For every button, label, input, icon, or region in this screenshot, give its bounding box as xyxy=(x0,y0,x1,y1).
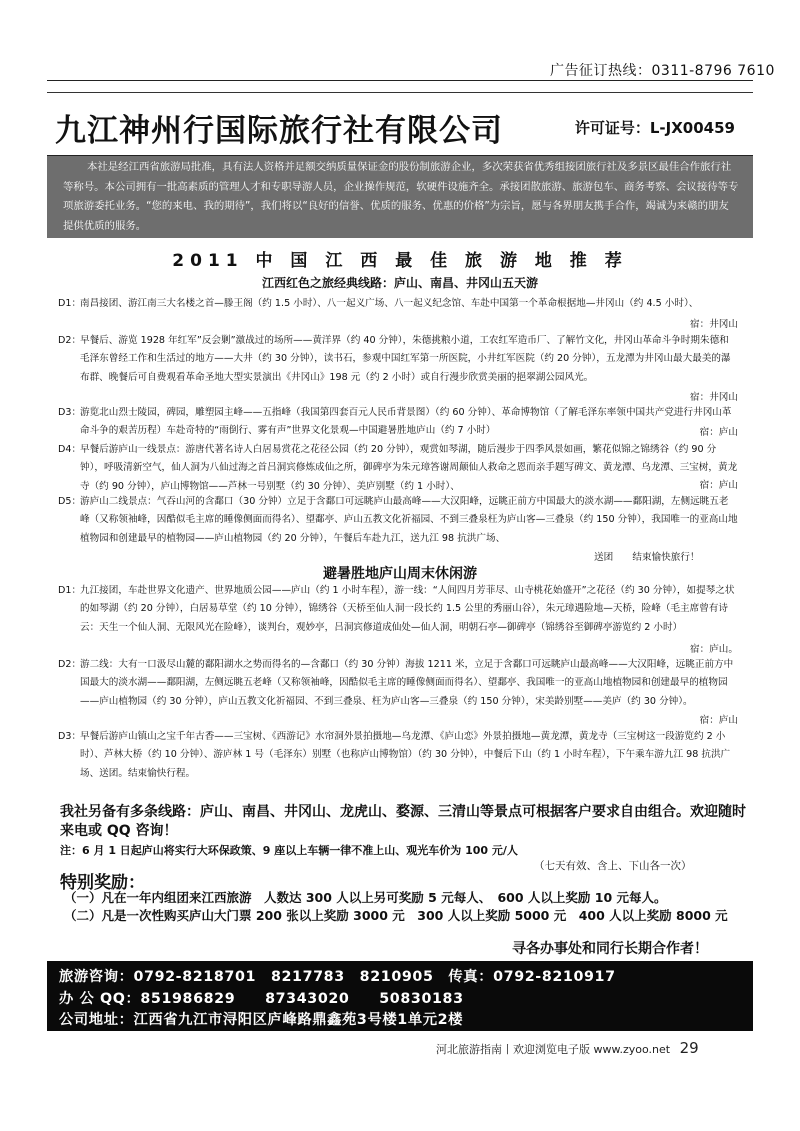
route1-day1 xyxy=(58,295,738,313)
day-text: 游览北山烈士陵园，碑园，雕塑园主峰——五指峰（我国第四套百元人民币背景图）（约 60 分钟）、革命博物馆（了解毛泽东率领中国共产党进行井冈山革命斗争的艰苦历程）车赴奇特的“雨倒行、雾有声”世界文化景观—中国避暑胜地庐山（约 7 小时） xyxy=(80,407,732,437)
footer-text: 河北旅游指南丨欢迎浏览电子版 www.zyoo.net xyxy=(436,1043,671,1056)
contact-address: 公司地址：江西省九江市浔阳区庐峰路鼎鑫苑3号楼1单元2楼 xyxy=(59,1012,464,1028)
day-label: D1： xyxy=(58,298,82,309)
route1-day4-stay: 宿：庐山 xyxy=(699,480,738,491)
company-intro: 本社是经江西省旅游局批准，具有法人资格并足额交纳质量保证金的股份制旅游企业，多次荣获省优秀组接团旅行社及多景区最佳合作旅行社等称号。本公司拥有一批高素质的管理人才和专职导游人员，企业操作规范，软硬件设施齐全。承接团散旅游、旅游包车、商务考察、会议接待等专项旅游委托业务。“您的来电、我的期待”，我们将以“良好的信誉、优质的服务、优惠的价格”为宗旨，愿与各界朋友携手合作，竭诚为来赣的朋友提供优质的服务。 xyxy=(47,156,753,238)
day-label: D2： xyxy=(58,659,82,670)
route1-day3-stay: 宿：庐山 xyxy=(699,427,738,438)
day-label: D3： xyxy=(58,731,82,742)
route1-day4 xyxy=(58,441,738,496)
route1-day3 xyxy=(58,404,738,441)
route2-day1 xyxy=(58,582,738,637)
ad-header xyxy=(47,92,753,159)
top-divider xyxy=(47,80,753,81)
award-title: 特别奖励： xyxy=(60,873,145,893)
shuttle-note: 注：6 月 1 日起庐山将实行大环保政策、9 座以上车辆一律不准上山、观光车价为 100 元/人 xyxy=(60,844,518,857)
day-text: 九江接团，车赴世界文化遗产、世界地质公园——庐山（约 1 小时车程），游一线：“人间四月芳菲尽、山寺桃花始盛开”之花径（约 30 分钟），如提琴之状的如琴湖（约 20 分钟），白居易草堂（约 10 分钟），锦绣谷（天桥至仙人洞一段长约 1.5 公里的秀丽山谷），朱元璋遇险地—天桥，险峰（毛主席曾有诗云：天生一个仙人洞、无限风光在险峰），谈判台，观妙亭，吕洞宾修道成仙处—仙人洞，明朝石亭—御碑亭（锦绣谷至御碑亭游览约 2 小时） xyxy=(80,585,735,633)
day-text: 早餐后、游览 1928 年红军”反会剿”激战过的场所——黄洋界（约 40 分钟），朱德挑粮小道，工农红军造币厂、了解竹文化，井冈山革命斗争时期朱德和毛泽东曾经工作和生活过的地方——大井（约 30 分钟），读书石，参观中国红军第一所医院，小井红军医院（约 20 分钟），五龙潭为井冈山最大最美的瀑布群、晚餐后可自费观看革命圣地大型实景演出《井冈山》198 元（约 2 小时）或自行漫步欣赏美丽的挹翠湖公园风光。 xyxy=(80,335,731,383)
route1-day5 xyxy=(58,493,738,548)
route2-day2 xyxy=(58,656,738,711)
contact-bar xyxy=(47,961,753,1031)
ad-hotline: 广告征订热线：0311-8796 7610 xyxy=(550,63,775,79)
award-item-1: （一）凡在一年内组团来江西旅游 人数达 300 人以上另可奖励 5 元每人、 600 人以上奖励 10 元每人。 xyxy=(64,890,667,905)
day-text: 游庐山二线景点：气吞山河的含鄱口（30 分钟）立足于含鄱口可远眺庐山最高峰——大汉阳峰，远眺正前方中国最大的淡水湖——鄱阳湖，左侧远眺五老峰（又称领袖峰，因酷似毛主席的睡像侧面而得名）、望鄱亭、庐山五教文化祈福园、不到三叠泉枉为庐山客—三叠泉（约 150 分钟），我国唯一的亚高山地植物园和创建最早的植物园——庐山植物园（约 20 分钟），午餐后车赴九江，送九江 98 抗洪广场、 xyxy=(80,496,738,544)
day-label: D1： xyxy=(58,585,82,596)
partner-call: 寻各办事处和同行长期合作者！ xyxy=(512,941,708,957)
route2-day1-stay: 宿：庐山。 xyxy=(690,644,738,655)
route1-day2 xyxy=(58,332,738,387)
contact-qq: 办 公 QQ：851986829 87343020 50830183 xyxy=(59,990,464,1007)
page-footer xyxy=(436,1039,699,1057)
more-routes: 我社另备有多条线路：庐山、南昌、井冈山、龙虎山、婺源、三清山等景点可根据客户要求自由组合。欢迎随时来电或 QQ 咨询！ xyxy=(60,804,746,839)
day-label: D2： xyxy=(58,335,82,346)
route1-day2-stay: 宿：井冈山 xyxy=(690,392,738,403)
day-label: D4： xyxy=(58,444,82,455)
day-text: 南昌接团、游江南三大名楼之首—滕王阁（约 1.5 小时）、八一起义广场、八一起义纪念馆、车赴中国第一个革命根据地—井冈山（约 4.5 小时）、 xyxy=(80,298,699,309)
route1-title: 江西红色之旅经典线路：庐山、南昌、井冈山五天游 xyxy=(261,276,538,290)
day-text: 游二线：大有一口汲尽山麓的鄱阳湖水之势而得名的—含鄱口（约 30 分钟）海拔 1211 米，立足于含鄱口可远眺庐山最高峰——大汉阳峰，远眺正前方中国最大的淡水湖——鄱阳湖，左侧远眺五老峰（又称领袖峰，因酷似毛主席的睡像侧面而得名）、望鄱亭、我国唯一的亚高山地植物园和创建最早的植物园——庐山植物园（约 30 分钟），庐山五教文化祈福园、不到三叠泉、枉为庐山客—三叠泉（约 150 分钟），宋美龄别墅——美庐（约 30 分钟）。 xyxy=(80,659,734,707)
main-title: 2011 中 国 江 西 最 佳 旅 游 地 推 荐 xyxy=(172,251,628,271)
route2-title: 避暑胜地庐山周末休闲游 xyxy=(323,566,477,582)
award-item-2: （二）凡是一次性购买庐山大门票 200 张以上奖励 3000 元 300 人以上奖励 5000 元 400 人以上奖励 8000 元 xyxy=(64,908,728,923)
contact-phone: 旅游咨询：0792-8218701 8217783 8210905 传真：0792-8210917 xyxy=(59,969,616,985)
day-text: 早餐后游庐山一线景点：游唐代著名诗人白居易赏花之花径公园（约 20 分钟），观赏如琴湖，随后漫步于四季风景如画，繁花似锦之锦绣谷（约 90 分钟），呼吸清新空气，仙人洞为八仙过海之首吕洞宾修炼成仙之所，御碑亭为朱元璋答谢周颠仙人救命之恩而亲手题写碑文、黄龙潭、乌龙潭、三宝树，黄龙寺（约 90 分钟），庐山博物馆——芦林一号别墅（约 30 分钟）、美庐别墅（约 1 小时）、 xyxy=(80,444,738,492)
route2-day2-stay: 宿：庐山 xyxy=(699,715,738,726)
route1-day1-stay: 宿：井冈山 xyxy=(690,319,738,330)
company-name: 九江神州行国际旅行社有限公司 xyxy=(55,113,503,149)
route2-day3 xyxy=(58,728,738,783)
route1-day5-send: 送团 结束愉快旅行！ xyxy=(594,552,700,563)
license-number: 许可证号：L-JX00459 xyxy=(574,119,735,137)
day-label: D3： xyxy=(58,407,82,418)
day-text: 早餐后游庐山镇山之宝千年古香——三宝树、《西游记》水帘洞外景拍摄地—乌龙潭、《庐山恋》外景拍摄地—黄龙潭，黄龙寺（三宝树这一段游览约 2 小时）、芦林大桥（约 10 分钟）、游庐林 1 号（毛泽东）别墅（也称庐山博物馆）（约 30 分钟），中餐后下山（约 1 小时车程），下午乘车游九江 98 抗洪广场、送团。结束愉快行程。 xyxy=(80,731,731,779)
page-number: 29 xyxy=(679,1039,699,1057)
day-label: D5： xyxy=(58,496,82,507)
shuttle-validity: （七天有效、含上、下山各一次） xyxy=(534,860,692,872)
